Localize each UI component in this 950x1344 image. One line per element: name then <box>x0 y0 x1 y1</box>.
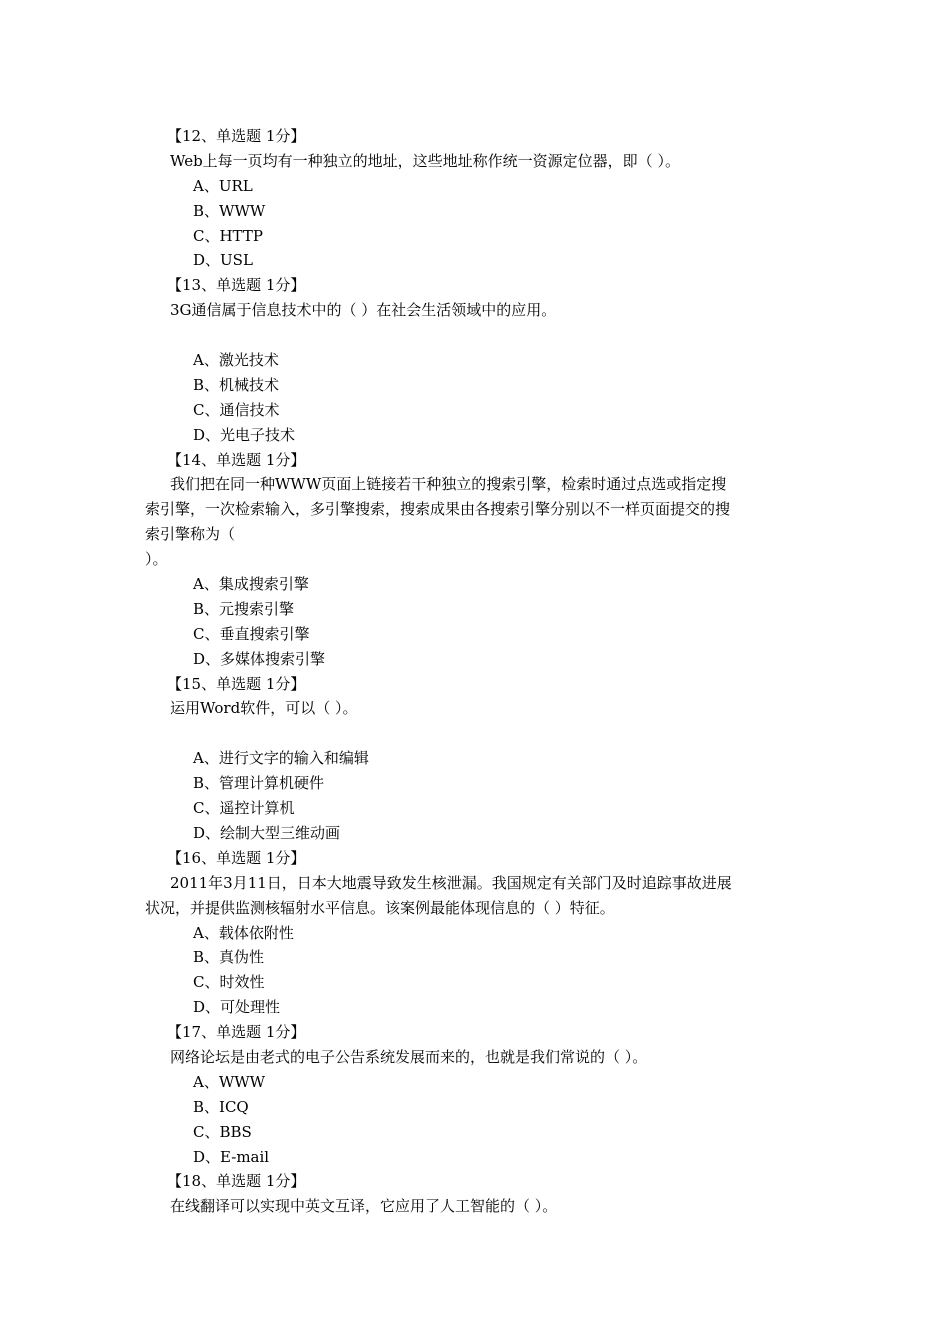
answer-option: D、USL <box>193 251 253 270</box>
question-stem-line: 2011年3月11日，日本大地震导致发生核泄漏。我国规定有关部门及时追踪事故进展 <box>170 873 732 892</box>
question-block <box>0 273 950 447</box>
answer-option: D、E-mail <box>193 1147 270 1166</box>
question-stem-line: 网络论坛是由老式的电子公告系统发展而来的，也就是我们常说的（ ）。 <box>170 1047 648 1066</box>
question-stem-line: 运用Word软件，可以（ ）。 <box>170 699 358 718</box>
answer-option: A、激光技术 <box>193 351 279 370</box>
answer-option: A、进行文字的输入和编辑 <box>193 749 369 768</box>
question-stem-line: 在线翻译可以实现中英文互译，它应用了人工智能的（ ）。 <box>170 1197 558 1216</box>
question-stem-line: 3G通信属于信息技术中的（ ）在社会生活领域中的应用。 <box>170 301 557 320</box>
question-header: 【15、单选题 1分】 <box>167 674 306 693</box>
question-block <box>0 448 950 672</box>
answer-option: C、时效性 <box>193 973 265 992</box>
question-stem-line: 状况，并提供监测核辐射水平信息。该案例最能体现信息的（ ）特征。 <box>145 898 615 917</box>
question-header: 【16、单选题 1分】 <box>167 848 306 867</box>
blank-line <box>0 323 950 348</box>
answer-option: B、ICQ <box>193 1097 249 1116</box>
question-stem-line: 索引擎，一次检索输入，多引擎搜索，搜索成果由各搜索引擎分别以不一样页面提交的搜 <box>145 500 731 519</box>
answer-option: B、WWW <box>193 201 266 220</box>
question-header: 【17、单选题 1分】 <box>167 1023 306 1042</box>
answer-option: A、WWW <box>193 1072 266 1091</box>
answer-option: C、遥控计算机 <box>193 799 295 818</box>
answer-option: A、URL <box>193 176 253 195</box>
question-header: 【13、单选题 1分】 <box>167 276 306 295</box>
question-header: 【12、单选题 1分】 <box>167 127 306 145</box>
question-stem-line: 索引擎称为（ <box>145 525 236 544</box>
question-list <box>0 124 950 1219</box>
answer-option: B、元搜索引擎 <box>193 599 295 618</box>
answer-option: A、集成搜索引擎 <box>193 575 309 594</box>
question-stem-line: 我们把在同一种WWW页面上链接若干种独立的搜索引擎，检索时通过点选或指定搜 <box>170 475 727 494</box>
answer-option: D、可处理性 <box>193 998 281 1017</box>
answer-option: C、BBS <box>193 1122 252 1141</box>
question-stem-line: Web上每一页均有一种独立的地址，这些地址称作统一资源定位器，即（ ）。 <box>170 151 680 170</box>
question-header: 【14、单选题 1分】 <box>167 450 306 469</box>
answer-option: B、机械技术 <box>193 375 280 394</box>
answer-option: B、真伪性 <box>193 948 265 967</box>
answer-option: C、HTTP <box>193 226 263 245</box>
question-block <box>0 672 950 846</box>
question-block <box>0 846 950 1020</box>
answer-option: D、多媒体搜索引擎 <box>193 649 326 668</box>
answer-option: C、通信技术 <box>193 400 280 419</box>
answer-option: C、垂直搜索引擎 <box>193 624 310 643</box>
blank-line <box>0 721 950 746</box>
question-stem-line: ）。 <box>145 550 168 569</box>
question-block <box>0 124 950 273</box>
answer-option: B、管理计算机硬件 <box>193 774 325 793</box>
question-block <box>0 1169 950 1219</box>
answer-option: A、载体依附性 <box>193 923 294 942</box>
answer-option: D、绘制大型三维动画 <box>193 823 341 842</box>
answer-option: D、光电子技术 <box>193 425 296 444</box>
question-header: 【18、单选题 1分】 <box>167 1172 306 1191</box>
question-block <box>0 1020 950 1169</box>
